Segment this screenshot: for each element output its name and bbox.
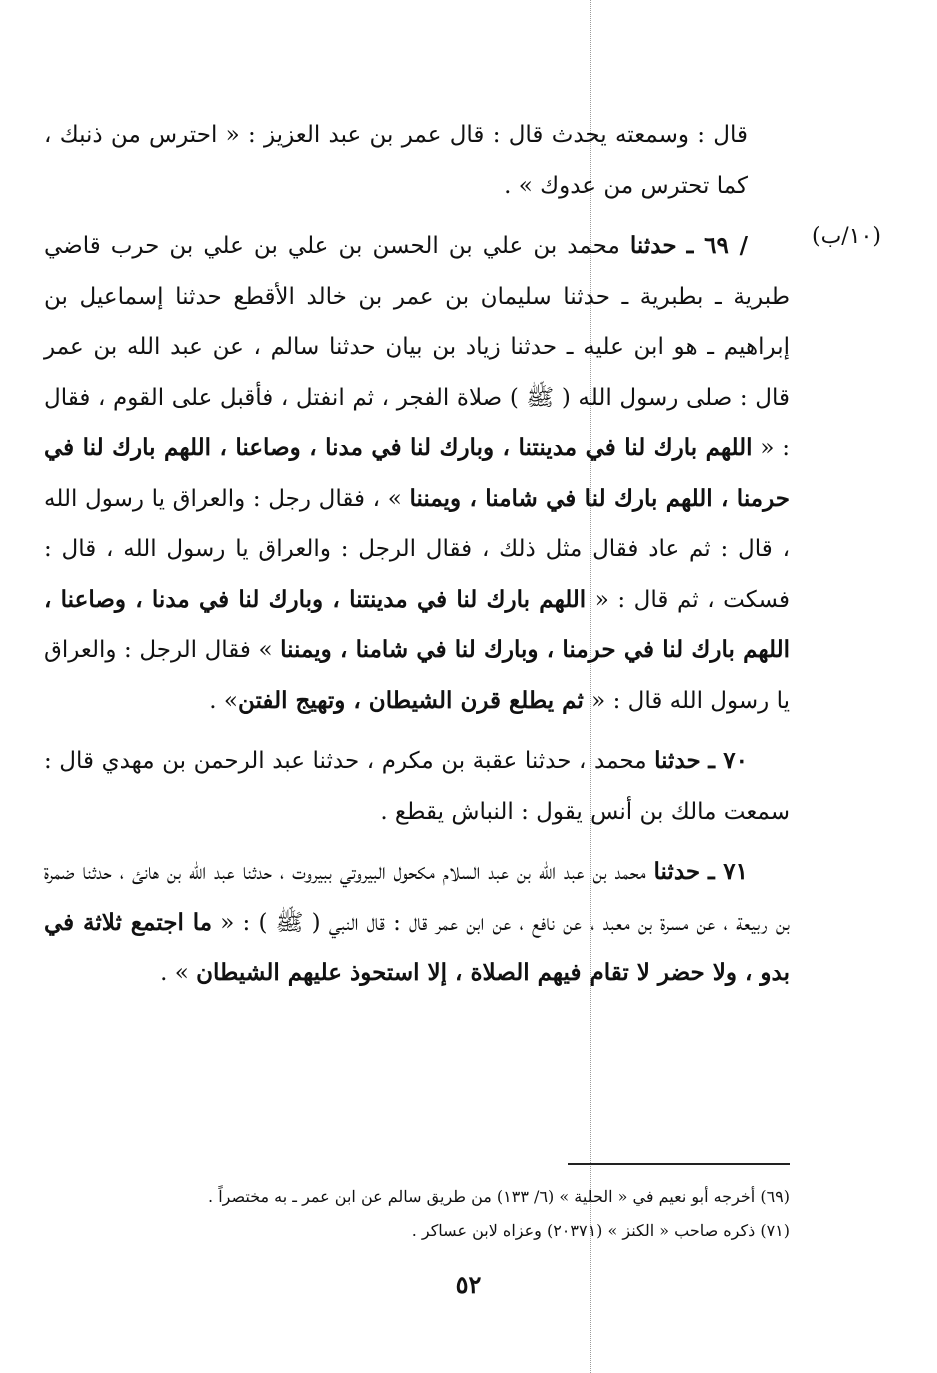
hadith-matn-2: اللهم بارك لنا في مدينتنا ، وبارك لنا في مدنا ، وصاعنا ، اللهم بارك لنا في حرمنا ، وبارك لنا في شامنا ، ويمننا: [44, 585, 790, 663]
hadith-text-2: » ، فقال رجل : والعراق يا رسول الله ، قال : ثم عاد فقال مثل ذلك ، فقال الرجل : والعراق يا رسول الله ، قال : فسكت ، ثم قال : «: [44, 485, 790, 613]
hadith-text-3: » فقال الرجل : والعراق يا رسول الله قال : «: [44, 637, 790, 714]
paragraph-1: [44, 110, 790, 211]
page-number: ٥٢: [455, 1270, 482, 1299]
hadith-number: / ٦٩ ـ: [686, 232, 748, 259]
hadith-text-2: » .: [160, 960, 197, 986]
hadith-text: محمد ، حدثنا عقبة بن مكرم ، حدثنا عبد الرحمن بن مهدي قال : سمعت مالك بن أنس يقول : النباش يقطع .: [44, 748, 790, 825]
hadith-69: [44, 221, 790, 726]
hadith-lead: حدثنا: [654, 747, 701, 774]
hadith-text-4: » .: [209, 687, 238, 714]
hadith-matn-1: اللهم بارك لنا في مدينتنا ، وبارك لنا في مدنا ، وصاعنا ، اللهم بارك لنا في حرمنا ، اللهم بارك لنا في شامنا ، ويمننا: [44, 434, 790, 512]
hadith-70: [44, 736, 790, 837]
hadith-lead: حدثنا: [653, 858, 701, 885]
footnote-71: (٧١) ذكره صاحب « الكنز » (٢٠٣٧١) وعزاه لابن عساكر .: [411, 1221, 790, 1240]
footnotes: [60, 1180, 790, 1248]
hadith-number: ٧٠ ـ: [708, 747, 749, 774]
paragraph-text: قال : وسمعته يحدث قال : قال عمر بن عبد العزيز : « احترس من ذنبك ، كما تحترس من عدوك » .: [44, 122, 748, 199]
hadith-matn-3: ثم يطلع قرن الشيطان ، وتهيج الفتن: [237, 686, 584, 714]
footnote-69: (٦٩) أخرجه أبو نعيم في « الحلية » (٦/ ١٣٣) من طريق سالم عن ابن عمر ـ به مختصراً .: [208, 1187, 790, 1206]
hadith-isnad: محمد بن عبد الله بن عبد السلام مكحول البيروتي ببيروت ، حدثنا عبد الله بن هانئ ، حدثنا ضمرة بن ربيعة ، عن مسرة بن معبد ، عن نافع ، عن ابن عمر قال : قال النبي ( ﷺ ) : «: [44, 859, 790, 936]
hadith-lead: حدثنا: [629, 232, 677, 259]
hadith-matn-1: ما اجتمع ثلاثة في بدو ، ولا حضر لا تقام فيهم الصلاة ، إلا استحوذ عليهم الشيطان: [44, 908, 790, 986]
hadith-isnad: محمد بن علي بن الحسن بن علي بن علي بن حرب قاضي طبرية ـ بطبرية ـ حدثنا سليمان بن عمر بن خالد الأقطع حدثنا إسماعيل بن إبراهيم ـ هو ابن عليه ـ حدثنا زياد بن بيان حدثنا سالم ، عن عبد الله بن عمر قال : صلى رسول الله ( ﷺ ) صلاة الفجر ، ثم انفتل ، فأقبل على القوم ، فقال : «: [44, 233, 790, 461]
main-text: [44, 110, 790, 1009]
hadith-71: [44, 847, 790, 999]
hadith-number: ٧١ ـ: [708, 858, 749, 885]
manuscript-folio-note: (١٠/ب): [812, 224, 881, 249]
footnote-separator: [568, 1163, 790, 1165]
